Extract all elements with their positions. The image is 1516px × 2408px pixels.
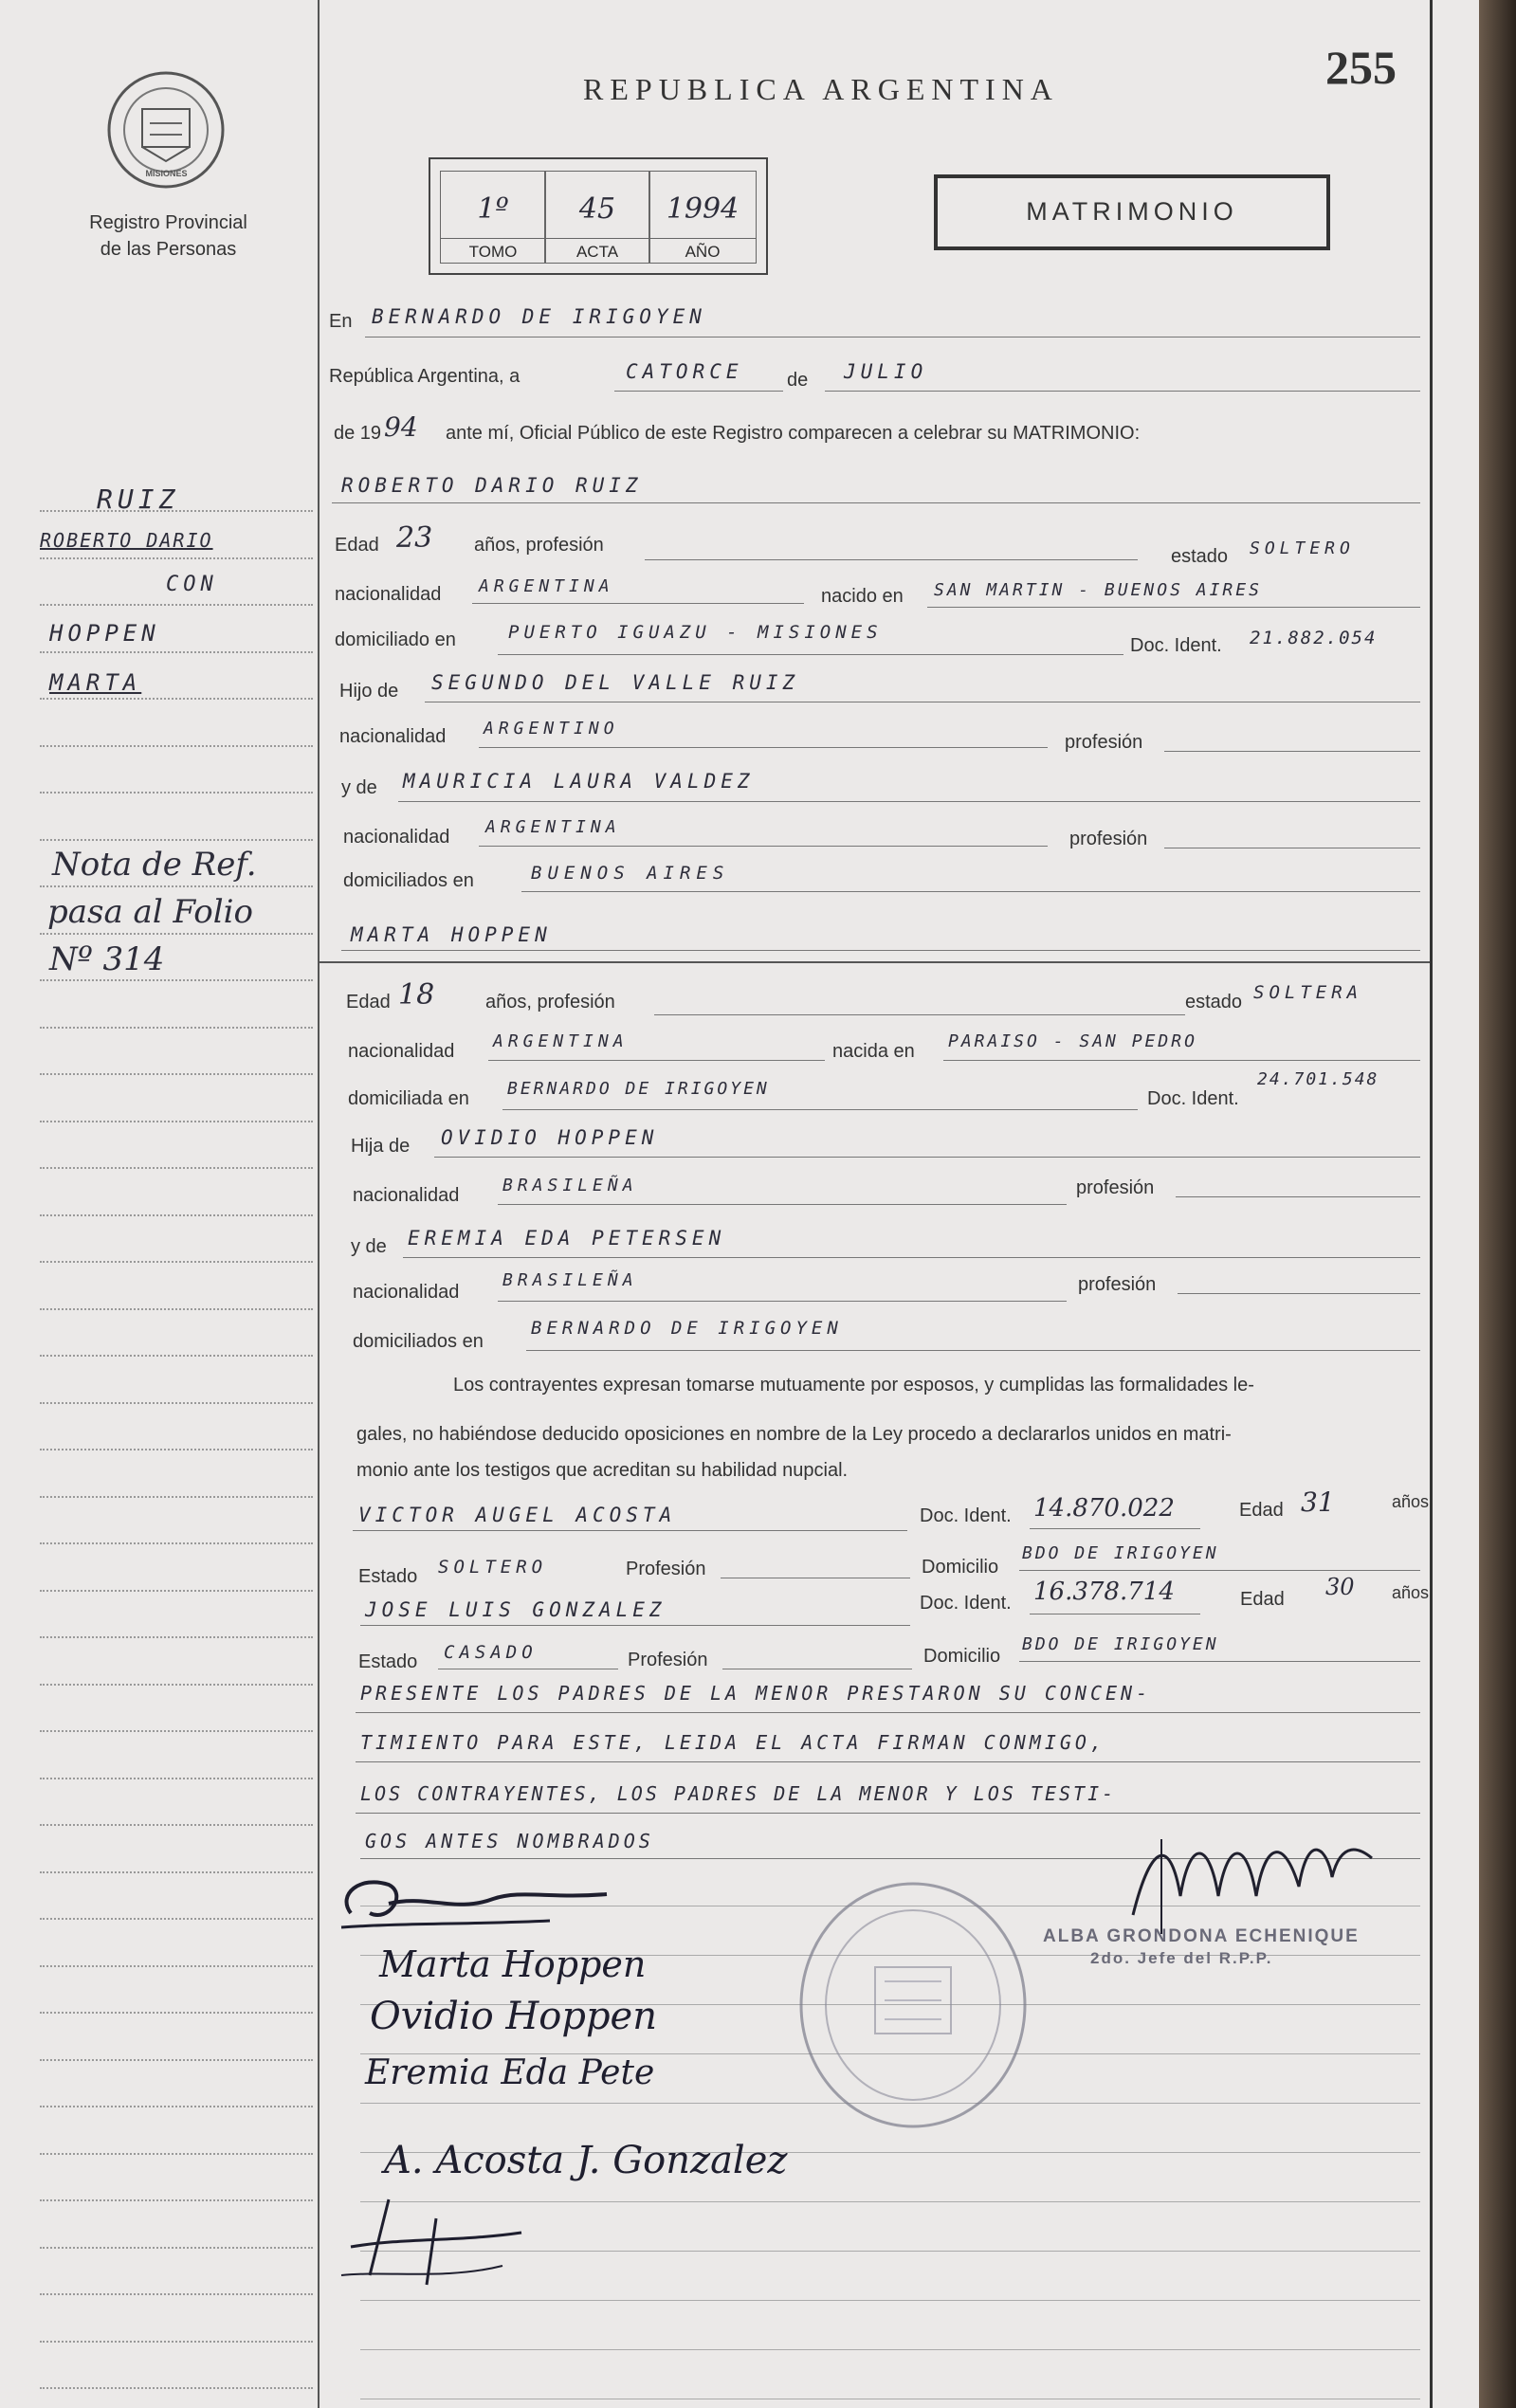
groom-birthplace: SAN MARTIN - BUENOS AIRES bbox=[934, 580, 1262, 600]
witness2-status: CASADO bbox=[444, 1642, 538, 1663]
groom-profession-line bbox=[645, 559, 1138, 560]
margin-rule bbox=[40, 1402, 313, 1404]
groom-doc: 21.882.054 bbox=[1250, 628, 1378, 648]
groom-address-line bbox=[498, 654, 1123, 655]
signature-rule bbox=[360, 2300, 1420, 2301]
label-domiciliados-en: domiciliados en bbox=[343, 870, 474, 891]
bride-father-nationality: BRASILEÑA bbox=[502, 1176, 638, 1195]
margin-rule bbox=[40, 2387, 313, 2389]
label-anos-profesion-2: años, profesión bbox=[485, 992, 615, 1012]
groom-age: 23 bbox=[396, 521, 433, 555]
witness1-status: SOLTERO bbox=[438, 1557, 548, 1578]
label-estado-3: Estado bbox=[358, 1566, 418, 1587]
groom-birthplace-line bbox=[927, 607, 1420, 608]
month-line bbox=[825, 391, 1420, 392]
bride-mother-nationality-line bbox=[498, 1301, 1067, 1302]
margin-rule bbox=[40, 1496, 313, 1498]
label-nacionalidad-5: nacionalidad bbox=[353, 1185, 460, 1206]
bride-father-nationality-line bbox=[498, 1204, 1067, 1205]
label-domicilio-2: Domicilio bbox=[923, 1646, 1001, 1667]
label-edad: Edad bbox=[335, 535, 379, 556]
groom-father: SEGUNDO DEL VALLE RUIZ bbox=[431, 671, 800, 694]
bride-father-profession-line bbox=[1176, 1196, 1420, 1197]
witness2-address-line bbox=[1019, 1661, 1420, 1662]
label-nacionalidad-4: nacionalidad bbox=[348, 1041, 455, 1062]
groom-mother-line bbox=[398, 801, 1420, 802]
body-line-1: Los contrayentes expresan tomarse mutuamente por esposos, y cumplidas las formalidades le- bbox=[453, 1375, 1254, 1396]
margin-rule bbox=[40, 1542, 313, 1544]
registry-name-2: de las Personas bbox=[100, 239, 237, 260]
margin-rule bbox=[40, 1308, 313, 1310]
tomo-value: 1º bbox=[477, 192, 509, 226]
margin-rule bbox=[40, 604, 313, 606]
anio-cell bbox=[648, 171, 757, 264]
label-doc-ident-2: Doc. Ident. bbox=[1147, 1088, 1239, 1109]
margin-rule bbox=[40, 1355, 313, 1357]
bride-parents-address: BERNARDO DE IRIGOYEN bbox=[531, 1318, 843, 1339]
registry-name: Registro Provincial bbox=[89, 212, 247, 233]
witness-signature-icon bbox=[332, 2190, 578, 2294]
bride-birthplace: PARAISO - SAN PEDRO bbox=[948, 1031, 1197, 1051]
margin-con: CON bbox=[166, 573, 218, 596]
margin-rule bbox=[40, 1684, 313, 1686]
official-seal-icon bbox=[795, 1877, 1032, 2133]
label-y-de-2: y de bbox=[351, 1236, 387, 1257]
bride-name-line bbox=[341, 950, 1420, 951]
groom-name-line bbox=[332, 502, 1420, 503]
margin-rule bbox=[40, 1167, 313, 1169]
witness2-address: BDO DE IRIGOYEN bbox=[1022, 1634, 1219, 1654]
witness1-name: VICTOR AUGEL ACOSTA bbox=[358, 1504, 677, 1526]
body-line-2: gales, no habiéndose deducido oposiciones en nombre de la Ley procedo a declararlos unidos en matri- bbox=[356, 1424, 1232, 1445]
margin-rule bbox=[40, 698, 313, 700]
bride-father: OVIDIO HOPPEN bbox=[441, 1126, 659, 1149]
label-nacido-en: nacido en bbox=[821, 586, 904, 607]
officer-stamp-name: ALBA GRONDONA ECHENIQUE bbox=[1043, 1926, 1360, 1946]
margin-name: ROBERTO DARIO bbox=[40, 529, 213, 552]
margin-rule bbox=[40, 1027, 313, 1029]
registry-box bbox=[429, 157, 768, 275]
label-profesion-4: profesión bbox=[1078, 1274, 1157, 1295]
bride-address-line bbox=[502, 1109, 1138, 1110]
label-profesion: profesión bbox=[1065, 732, 1143, 753]
note-line-3: LOS CONTRAYENTES, LOS PADRES DE LA MENOR Y LOS TESTI- bbox=[360, 1782, 1117, 1805]
label-domiciliada-en: domiciliada en bbox=[348, 1088, 469, 1109]
label-profesion-2: profesión bbox=[1069, 829, 1148, 849]
witness1-address-line bbox=[1019, 1570, 1420, 1571]
year-suffix: 94 bbox=[384, 411, 418, 443]
margin-rule bbox=[40, 2247, 313, 2249]
bride-parents-address-line bbox=[526, 1350, 1420, 1351]
groom-signature-icon bbox=[332, 1856, 616, 1942]
bride-age: 18 bbox=[398, 978, 435, 1012]
label-anos-2: años bbox=[1392, 1583, 1430, 1602]
witness2-name: JOSE LUIS GONZALEZ bbox=[365, 1598, 667, 1621]
witness1-name-line bbox=[353, 1530, 907, 1531]
label-estado-2: estado bbox=[1185, 992, 1243, 1012]
margin-rule bbox=[40, 557, 313, 559]
label-nacionalidad: nacionalidad bbox=[335, 584, 442, 605]
margin-rule bbox=[40, 1824, 313, 1826]
margin-rule bbox=[40, 745, 313, 747]
margin-rule bbox=[40, 2341, 313, 2343]
officer-signature-icon bbox=[1123, 1820, 1379, 1943]
margin-note-1: Nota de Ref. bbox=[52, 846, 257, 884]
margin-rule bbox=[40, 1871, 313, 1873]
doc-type: MATRIMONIO bbox=[1026, 197, 1238, 226]
label-doc-ident: Doc. Ident. bbox=[1130, 635, 1222, 656]
anio-value: 1994 bbox=[666, 192, 740, 226]
label-y-de: y de bbox=[341, 777, 377, 798]
label-edad-4: Edad bbox=[1240, 1589, 1285, 1610]
margin-rule bbox=[40, 792, 313, 794]
label-estado: estado bbox=[1171, 546, 1229, 567]
note-line-2: TIMIENTO PARA ESTE, LEIDA EL ACTA FIRMAN CONMIGO, bbox=[360, 1731, 1106, 1754]
label-profesion-6: Profesión bbox=[628, 1650, 708, 1670]
label-hija-de: Hija de bbox=[351, 1136, 411, 1157]
note-line-2-rule bbox=[356, 1761, 1420, 1762]
tomo-label: TOMO bbox=[441, 238, 545, 262]
label-domicilio: Domicilio bbox=[922, 1557, 999, 1578]
day: CATORCE bbox=[626, 360, 743, 383]
label-domiciliados-en-2: domiciliados en bbox=[353, 1331, 484, 1352]
page-number: 255 bbox=[1325, 41, 1397, 94]
bride-nationality: ARGENTINA bbox=[493, 1031, 629, 1051]
witness2-age: 30 bbox=[1325, 1574, 1355, 1600]
groom-mother-nationality: ARGENTINA bbox=[485, 817, 621, 837]
label-comparecen: ante mí, Oficial Público de este Registro comparecen a celebrar su MATRIMONIO: bbox=[446, 423, 1141, 444]
groom-mother-nationality-line bbox=[479, 846, 1048, 847]
label-de: de bbox=[787, 370, 809, 391]
margin-rule bbox=[40, 2059, 313, 2061]
margin-rule bbox=[40, 885, 313, 887]
bride-address: BERNARDO DE IRIGOYEN bbox=[507, 1079, 770, 1099]
margin-rule bbox=[40, 839, 313, 841]
groom-father-profession-line bbox=[1164, 751, 1420, 752]
signature-witnesses: A. Acosta J. Gonzalez bbox=[384, 2139, 788, 2182]
margin-rule bbox=[40, 2199, 313, 2201]
margin-rule bbox=[40, 651, 313, 653]
witness2-name-line bbox=[360, 1625, 910, 1626]
margin-rule bbox=[40, 1214, 313, 1216]
right-border bbox=[1430, 0, 1433, 2408]
label-nacida-en: nacida en bbox=[832, 1041, 915, 1062]
margin-divider bbox=[318, 0, 320, 2408]
note-line-4: GOS ANTES NOMBRADOS bbox=[365, 1830, 654, 1852]
margin-name-2: MARTA bbox=[49, 669, 142, 696]
margin-rule bbox=[40, 979, 313, 981]
margin-surname: RUIZ bbox=[97, 483, 180, 515]
groom-parents-address-line bbox=[521, 891, 1420, 892]
acta-cell bbox=[544, 171, 650, 264]
margin-rule bbox=[40, 1449, 313, 1450]
groom-nationality: ARGENTINA bbox=[479, 576, 614, 596]
witness1-address: BDO DE IRIGOYEN bbox=[1022, 1543, 1219, 1563]
bride-mother-line bbox=[403, 1257, 1420, 1258]
margin-rule bbox=[40, 2293, 313, 2295]
margin-rule bbox=[40, 1965, 313, 1967]
groom-status: SOLTERO bbox=[1250, 538, 1355, 558]
label-hijo-de: Hijo de bbox=[339, 681, 399, 702]
groom-address: PUERTO IGUAZU - MISIONES bbox=[508, 622, 883, 643]
witness1-doc-line bbox=[1030, 1528, 1200, 1529]
place: BERNARDO DE IRIGOYEN bbox=[372, 305, 706, 328]
margin-rule bbox=[40, 1073, 313, 1075]
book-edge bbox=[1479, 0, 1516, 2408]
crest-label: MISIONES bbox=[145, 169, 188, 178]
witness1-doc: 14.870.022 bbox=[1033, 1494, 1175, 1523]
groom-father-nationality: ARGENTINO bbox=[484, 719, 619, 739]
groom-nationality-line bbox=[472, 603, 804, 604]
label-edad-3: Edad bbox=[1239, 1500, 1284, 1521]
bride-nationality-line bbox=[488, 1060, 825, 1061]
label-republica: República Argentina, a bbox=[329, 366, 521, 387]
label-en: En bbox=[329, 311, 353, 332]
bride-birthplace-line bbox=[943, 1060, 1420, 1061]
body-line-3: monio ante los testigos que acreditan su habilidad nupcial. bbox=[356, 1460, 849, 1481]
bride-mother: EREMIA EDA PETERSEN bbox=[408, 1227, 726, 1250]
label-anos-profesion: años, profesión bbox=[474, 535, 604, 556]
margin-note-3: Nº 314 bbox=[49, 940, 165, 978]
bride-mother-profession-line bbox=[1178, 1293, 1420, 1294]
margin-rule bbox=[40, 1261, 313, 1263]
acta-value: 45 bbox=[578, 192, 616, 226]
label-profesion-5: Profesión bbox=[626, 1559, 706, 1579]
label-nacionalidad-3: nacionalidad bbox=[343, 827, 450, 848]
signature-father: Ovidio Hoppen bbox=[370, 1995, 657, 2038]
bride-mother-nationality: BRASILEÑA bbox=[502, 1270, 638, 1290]
witness1-age: 31 bbox=[1301, 1487, 1335, 1518]
margin-rule bbox=[40, 933, 313, 935]
margin-rule bbox=[40, 2106, 313, 2107]
margin-rule bbox=[40, 2153, 313, 2155]
bride-name: MARTA HOPPEN bbox=[351, 923, 552, 946]
month: JULIO bbox=[844, 360, 928, 383]
label-doc-ident-4: Doc. Ident. bbox=[920, 1593, 1012, 1614]
note-line-3-rule bbox=[356, 1813, 1420, 1814]
label-de-19: de 19 bbox=[334, 423, 382, 444]
margin-rule bbox=[40, 1590, 313, 1592]
note-line-1: PRESENTE LOS PADRES DE LA MENOR PRESTARON SU CONCEN- bbox=[360, 1682, 1152, 1705]
acta-label: ACTA bbox=[545, 238, 649, 262]
label-doc-ident-3: Doc. Ident. bbox=[920, 1505, 1012, 1526]
groom-father-nationality-line bbox=[479, 747, 1048, 748]
groom-parents-address: BUENOS AIRES bbox=[531, 863, 730, 884]
margin-rule bbox=[40, 1121, 313, 1122]
tomo-cell bbox=[440, 171, 546, 264]
signature-mother: Eremia Eda Pete bbox=[365, 2053, 655, 2092]
section-divider bbox=[319, 961, 1430, 963]
note-line-1-rule bbox=[356, 1712, 1420, 1713]
label-nacionalidad-6: nacionalidad bbox=[353, 1282, 460, 1303]
margin-rule bbox=[40, 2012, 313, 2014]
label-domiciliado-en: domiciliado en bbox=[335, 629, 456, 650]
margin-rule bbox=[40, 1918, 313, 1920]
margin-surname-2: HOPPEN bbox=[49, 620, 160, 647]
groom-mother: MAURICIA LAURA VALDEZ bbox=[403, 770, 755, 793]
margin-rule bbox=[40, 1730, 313, 1732]
margin-note-2: pasa al Folio bbox=[47, 893, 253, 931]
margin-rule bbox=[40, 1636, 313, 1638]
day-line bbox=[614, 391, 783, 392]
officer-stamp-title: 2do. Jefe del R.P.P. bbox=[1090, 1949, 1273, 1967]
witness2-doc: 16.378.714 bbox=[1033, 1578, 1175, 1606]
label-estado-4: Estado bbox=[358, 1651, 418, 1672]
country-title: REPUBLICA ARGENTINA bbox=[583, 72, 1059, 106]
bride-profession-line bbox=[654, 1014, 1185, 1015]
groom-name: ROBERTO DARIO RUIZ bbox=[341, 474, 643, 497]
label-nacionalidad-2: nacionalidad bbox=[339, 726, 447, 747]
margin-rule bbox=[40, 1778, 313, 1779]
anio-label: AÑO bbox=[649, 238, 756, 262]
signature-rule bbox=[360, 2349, 1420, 2350]
doc-type-box bbox=[934, 174, 1330, 250]
label-anos: años bbox=[1392, 1492, 1430, 1511]
label-profesion-3: profesión bbox=[1076, 1177, 1155, 1198]
label-edad-2: Edad bbox=[346, 992, 391, 1012]
signature-bride: Marta Hoppen bbox=[379, 1943, 647, 1985]
bride-father-line bbox=[434, 1157, 1420, 1158]
bride-status: SOLTERA bbox=[1253, 982, 1363, 1003]
bride-doc: 24.701.548 bbox=[1257, 1069, 1379, 1089]
